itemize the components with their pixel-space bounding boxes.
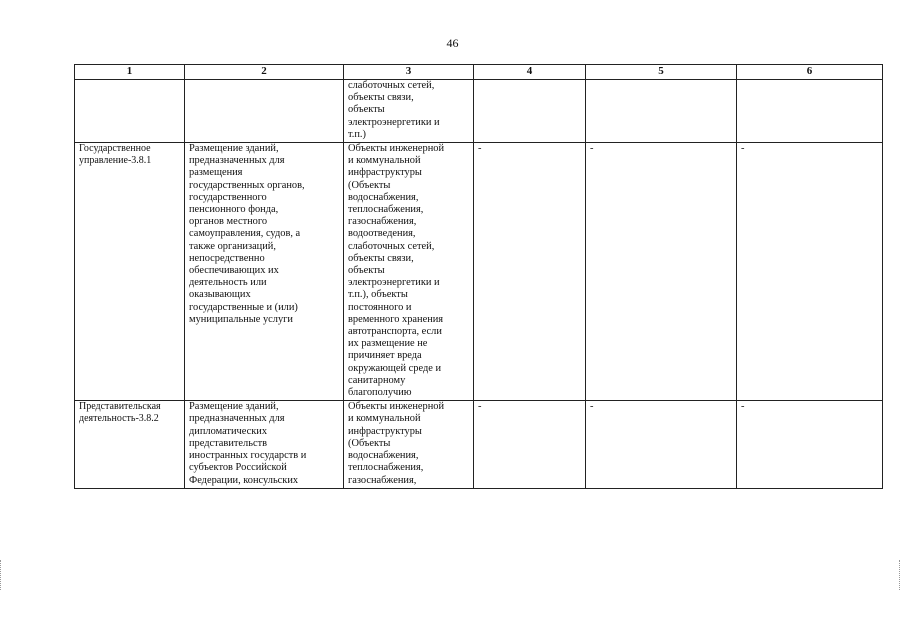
column-5-cell: -: [586, 401, 737, 488]
column-header-5: 5: [586, 65, 737, 80]
usage-description-cell: Размещение зданий, предназначенных для дипломатических представительств иностранных государств и субъектов Российской Федерации, консульских: [185, 401, 344, 488]
table-header-row: [75, 65, 883, 80]
scan-edge-mark-left: [0, 560, 7, 590]
regulations-table: [74, 64, 883, 489]
permitted-objects-cell: слаботочных сетей, объекты связи, объекты электроэнергетики и т.п.): [344, 80, 474, 143]
column-header-3: 3: [344, 65, 474, 80]
column-5-cell: -: [586, 143, 737, 401]
column-header-1: 1: [75, 65, 185, 80]
usage-type-cell: [75, 80, 185, 143]
column-6-cell: -: [737, 143, 883, 401]
column-4-cell: -: [474, 143, 586, 401]
usage-type-cell: Представительская деятельность-3.8.2: [75, 401, 185, 488]
column-6-cell: -: [737, 401, 883, 488]
usage-description-cell: Размещение зданий, предназначенных для размещения государственных органов, государственного пенсионного фонда, органов местного самоуправления, судов, а также организаций, непосредственно обеспечивающих их деятельность или оказывающих государственные и (или) муниципальные услуги: [185, 143, 344, 401]
usage-type-cell: Государственное управление-3.8.1: [75, 143, 185, 401]
column-4-cell: [474, 80, 586, 143]
column-5-cell: [586, 80, 737, 143]
permitted-objects-cell: Объекты инженерной и коммунальной инфраструктуры (Объекты водоснабжения, теплоснабжения, газоснабжения, водоотведения, слаботочных сетей, объекты связи, объекты электроэнергетики и т.п.), объекты постоянного и временного хранения автотранспорта, если их размещение не причиняет вреда окружающей среде и санитарному благополучию: [344, 143, 474, 401]
column-header-2: 2: [185, 65, 344, 80]
usage-description-cell: [185, 80, 344, 143]
column-6-cell: [737, 80, 883, 143]
table-row: [75, 80, 883, 143]
column-header-6: 6: [737, 65, 883, 80]
page-number: 46: [446, 36, 459, 50]
table-row: [75, 143, 883, 401]
column-4-cell: -: [474, 401, 586, 488]
permitted-objects-cell: Объекты инженерной и коммунальной инфраструктуры (Объекты водоснабжения, теплоснабжения, газоснабжения,: [344, 401, 474, 488]
column-header-4: 4: [474, 65, 586, 80]
scan-edge-mark-right: [899, 560, 905, 590]
table-row: [75, 401, 883, 488]
